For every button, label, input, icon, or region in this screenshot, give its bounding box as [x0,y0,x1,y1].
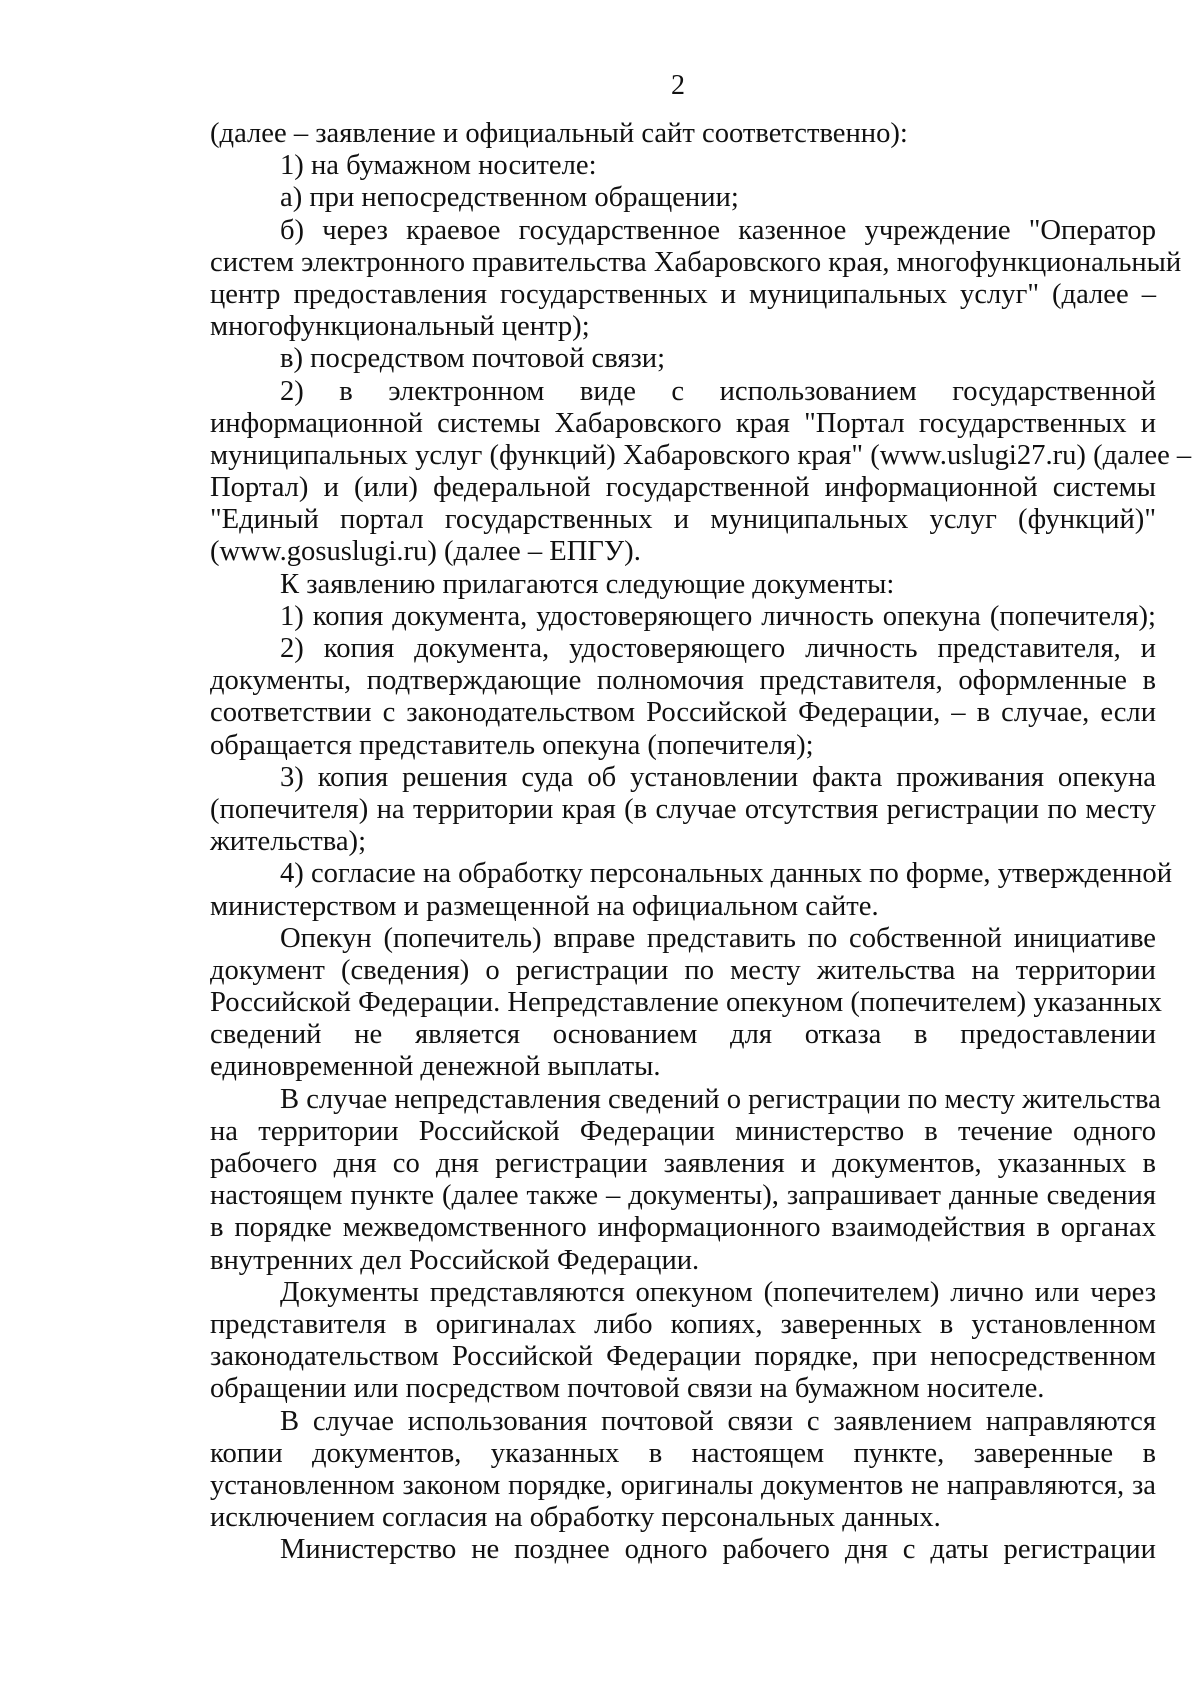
text-line: а) при непосредственном обращении; [280,182,739,214]
text-line: обращении или посредством почтовой связи на бумажном носителе. [210,1373,1045,1405]
text-line: (попечителя) на территории края (в случае отсутствия регистрации по месту [210,793,1156,825]
text-line: копии документов, указанных в настоящем пункте, заверенные в [210,1437,1156,1469]
text-line: настоящем пункте (далее также – документы), запрашивает данные сведения [210,1180,1156,1212]
text-line: документы, подтверждающие полномочия представителя, оформленные в [210,665,1156,697]
text-line: В случае использования почтовой связи с заявлением направляются [280,1405,1156,1437]
text-line: законодательством Российской Федерации порядке, при непосредственном [210,1341,1156,1373]
text-line: б) через краевое государственное казенное учреждение "Оператор [280,214,1156,246]
text-line: Министерство не позднее одного рабочего дня с даты регистрации [280,1534,1156,1566]
text-line: внутренних дел Российской Федерации. [210,1244,700,1276]
text-line: (далее – заявление и официальный сайт соответственно): [210,118,908,149]
text-line: (www.gosuslugi.ru) (далее – ЕПГУ). [210,536,641,568]
text-line: 3) копия решения суда об установлении факта проживания опекуна [280,761,1156,793]
text-line: 2) в электронном виде с использованием государственной [280,375,1156,407]
text-line: установленном законом порядке, оригиналы документов не направляются, за [210,1469,1156,1501]
text-line: 4) согласие на обработку персональных данных по форме, утвержденной [280,858,1173,890]
text-line: 2) копия документа, удостоверяющего личность представителя, и [280,633,1156,664]
text-line: Опекун (попечитель) вправе представить по собственной инициативе [280,922,1156,954]
text-line: единовременной денежной выплаты. [210,1051,661,1083]
text-line: рабочего дня со дня регистрации заявления и документов, указанных в [210,1148,1156,1179]
text-line: Документы представляются опекуном (попечителем) лично или через [280,1276,1156,1308]
text-line: центр предоставления государственных и муниципальных услуг" (далее – [210,278,1156,310]
text-line: исключением согласия на обработку персональных данных. [210,1502,941,1534]
text-line: обращается представитель опекуна (попечителя); [210,729,814,761]
text-line: многофункциональный центр); [210,311,590,343]
text-line: Российской Федерации. Непредставление опекуном (попечителем) указанных [210,987,1162,1019]
text-line: муниципальных услуг (функций) Хабаровского края" (www.uslugi27.ru) (далее – [210,439,1192,471]
text-line: на территории Российской Федерации министерство в течение одного [210,1115,1156,1147]
text-line: "Единый портал государственных и муниципальных услуг (функций)" [210,504,1156,536]
text-line: документ (сведения) о регистрации по месту жительства на территории [210,954,1156,986]
text-line: В случае непредставления сведений о регистрации по месту жительства [280,1083,1161,1115]
page-number: 2 [671,70,685,101]
text-line: Портал) и (или) федеральной государственной информационной системы [210,472,1156,504]
text-line: сведений не является основанием для отказа в предоставлении [210,1019,1156,1051]
text-line: жительства); [210,826,367,858]
text-line: информационной системы Хабаровского края "Портал государственных и [210,407,1156,439]
text-line: 1) на бумажном носителе: [280,150,597,182]
text-line: соответствии с законодательством Российской Федерации, – в случае, если [210,697,1156,729]
document-body [210,118,1192,1566]
text-line: в) посредством почтовой связи; [280,343,666,375]
text-line: министерством и размещенной на официальном сайте. [210,890,879,922]
text-line: К заявлению прилагаются следующие документы: [280,568,895,600]
text-line: систем электронного правительства Хабаровского края, многофункциональный [210,246,1182,278]
text-line: в порядке межведомственного информационного взаимодействия в органах [210,1212,1156,1244]
text-line: представителя в оригиналах либо копиях, заверенных в установленном [210,1308,1156,1340]
text-line: 1) копия документа, удостоверяющего личность опекуна (попечителя); [280,600,1156,632]
